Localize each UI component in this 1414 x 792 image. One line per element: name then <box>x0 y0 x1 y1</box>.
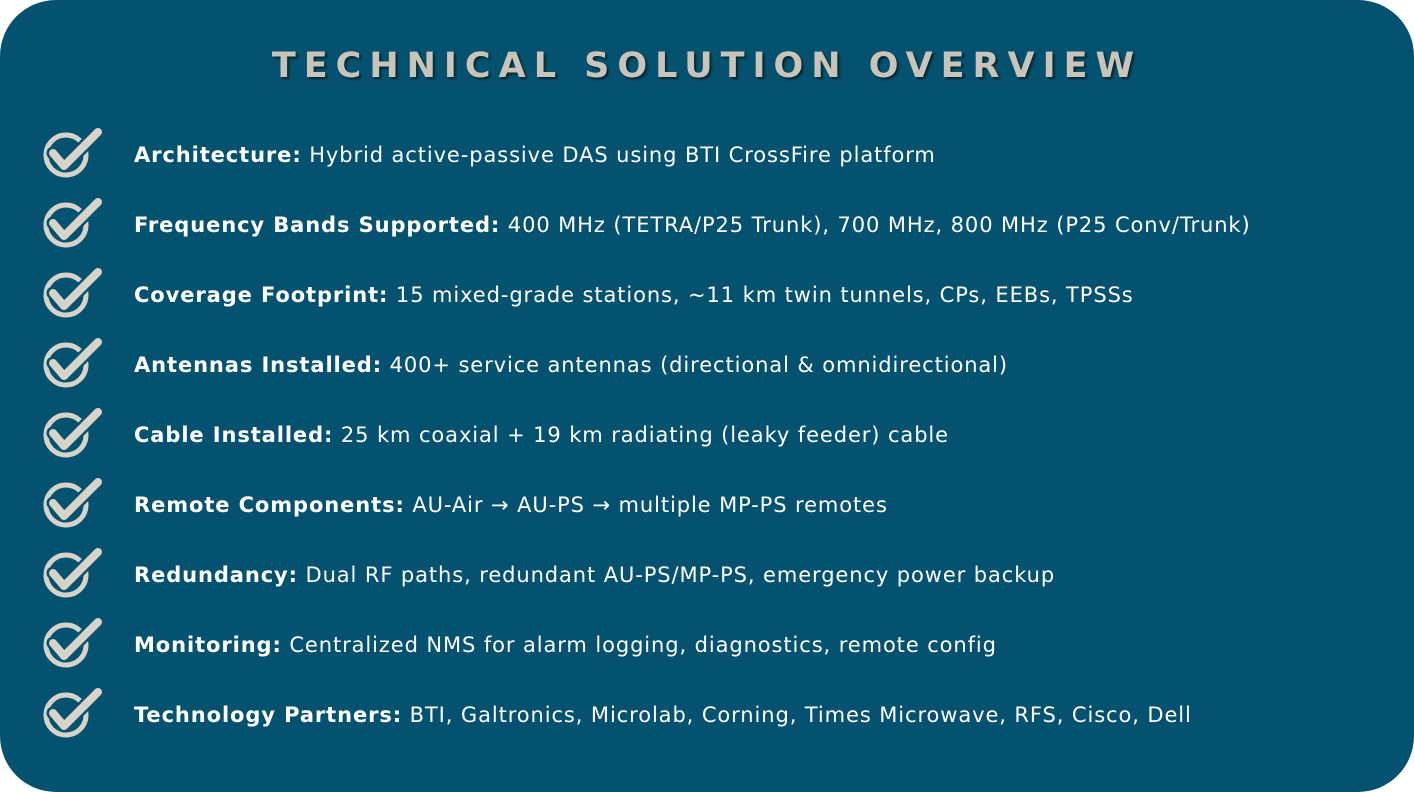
page-title: TECHNICAL SOLUTION OVERVIEW <box>271 46 1143 86</box>
item-label: Architecture: <box>134 143 302 167</box>
item-text <box>134 350 1008 380</box>
list-item <box>0 688 1414 748</box>
checkmark-icon <box>40 128 102 180</box>
list-item <box>0 128 1414 188</box>
list-item <box>0 618 1414 678</box>
checkmark-icon <box>40 268 102 320</box>
item-label: Antennas Installed: <box>134 353 383 377</box>
checkmark-icon <box>40 478 102 530</box>
item-value: BTI, Galtronics, Microlab, Corning, Times Microwave, RFS, Cisco, Dell <box>402 703 1192 727</box>
item-value: Dual RF paths, redundant AU-PS/MP-PS, emergency power backup <box>297 563 1056 587</box>
item-label: Monitoring: <box>134 633 282 657</box>
item-text <box>134 420 949 450</box>
list-item <box>0 268 1414 328</box>
item-label: Coverage Footprint: <box>134 283 389 307</box>
checkmark-icon <box>40 198 102 250</box>
item-value: 15 mixed-grade stations, ~11 km twin tunnels, CPs, EEBs, TPSSs <box>388 283 1134 307</box>
item-text <box>134 210 1251 240</box>
list-item <box>0 408 1414 468</box>
checkmark-icon <box>40 548 102 600</box>
item-value: 25 km coaxial + 19 km radiating (leaky feeder) cable <box>333 423 949 447</box>
checkmark-icon <box>40 408 102 460</box>
list-item <box>0 198 1414 258</box>
list-item <box>0 338 1414 398</box>
item-value: 400+ service antennas (directional & omnidirectional) <box>382 353 1009 377</box>
item-text <box>134 630 997 660</box>
item-value: Centralized NMS for alarm logging, diagnostics, remote config <box>281 633 997 657</box>
item-text <box>134 280 1134 310</box>
item-text <box>134 560 1055 590</box>
list-item <box>0 548 1414 608</box>
item-text <box>134 140 936 170</box>
checkmark-icon <box>40 618 102 670</box>
item-label: Redundancy: <box>134 563 298 587</box>
item-text <box>134 700 1192 730</box>
item-value: 400 MHz (TETRA/P25 Trunk), 700 MHz, 800 MHz (P25 Conv/Trunk) <box>500 213 1251 237</box>
item-text <box>134 490 888 520</box>
item-label: Remote Components: <box>134 493 405 517</box>
checkmark-icon <box>40 688 102 740</box>
item-value: Hybrid active-passive DAS using BTI CrossFire platform <box>301 143 936 167</box>
item-label: Frequency Bands Supported: <box>134 213 501 237</box>
list-item <box>0 478 1414 538</box>
checkmark-icon <box>40 338 102 390</box>
item-label: Cable Installed: <box>134 423 334 447</box>
item-value: AU-Air → AU-PS → multiple MP-PS remotes <box>404 493 888 517</box>
item-label: Technology Partners: <box>134 703 403 727</box>
